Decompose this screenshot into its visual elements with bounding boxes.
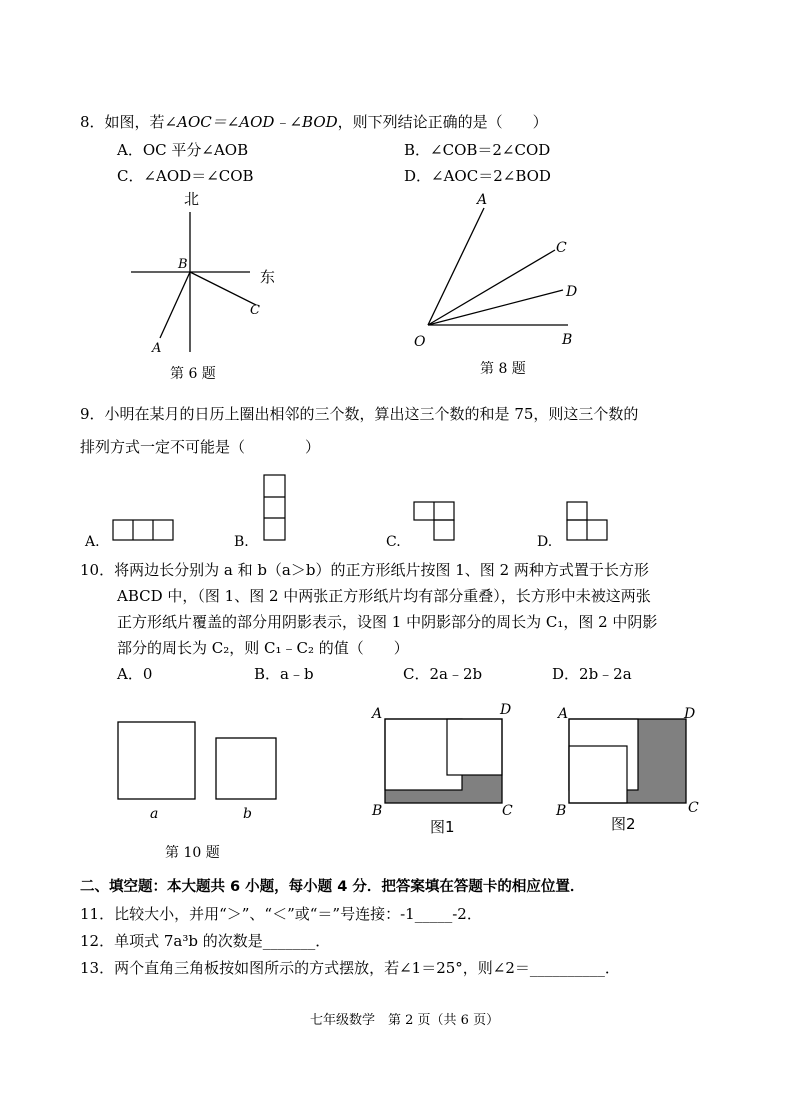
figure-2-rectangle [569,719,686,803]
q9-option-c-label: C. [386,534,401,550]
q8-option-a: A．OC 平分∠AOB [117,141,249,159]
fig2-caption: 图2 [611,815,636,833]
q10-line-4: 部分的周长为 C₂，则 C₁﹣C₂ 的值（ ） [117,639,409,657]
fig1-a-label: A [372,706,383,722]
fig2-c-label: C [688,800,699,816]
fig2-d-label: D [684,706,696,722]
q10-option-d: D．2b﹣2a [552,665,632,683]
page-footer: 七年级数学 第 2 页（共 6 页） [310,1013,500,1028]
square-b [216,738,276,799]
q9-line-2: 排列方式一定不可能是（ ） [80,438,321,456]
q9-line-1: 9．小明在某月的日历上圈出相邻的三个数，算出这三个数的和是 75，则这三个数的 [80,405,639,423]
q10-option-a: A．0 [117,665,153,683]
point-o-label-8: O [414,334,426,350]
fig1-b-label: B [372,803,383,819]
fig1-d-label: D [500,702,512,718]
q9-option-d-label: D. [537,534,553,550]
q8-option-b: B．∠COB＝2∠COD [404,141,551,159]
point-b-label: B [178,257,188,272]
fig1-c-label: C [502,803,513,819]
q10-line-3: 正方形纸片覆盖的部分用阴影表示，设图 1 中阴影部分的周长为 C₁，图 2 中阴影 [117,613,658,631]
q8-stem-math: ∠AOC＝∠AOD﹣∠BOD [164,113,338,131]
point-c-label: C [250,303,260,318]
figure-1-rectangle [385,719,502,803]
fig1-caption: 图1 [430,818,455,836]
point-d-label-8: D [566,284,578,300]
north-label: 北 [184,190,200,208]
figure-10-caption: 第 10 题 [165,845,220,861]
figure-6-caption: 第 6 题 [170,366,216,382]
fig2-b-label: B [556,803,567,819]
q10-line-1: 10．将两边长分别为 a 和 b（a＞b）的正方形纸片按图 1、图 2 两种方式置于长方形 [80,561,649,579]
east-label: 东 [260,268,276,286]
q8-stem-prefix: 8．如图，若 [80,113,165,131]
q8-option-c: C．∠AOD＝∠COB [117,167,254,185]
fig2-a-label: A [558,706,569,722]
square-a-label: a [150,806,159,822]
point-a-label-8: A [477,192,488,208]
point-b-label-8: B [562,332,573,348]
q10-option-c: C．2a﹣2b [403,665,483,683]
q9-option-b-label: B. [234,534,249,550]
q8-stem-suffix: ，则下列结论正确的是（ ） [337,113,548,131]
question-13: 13．两个直角三角板按如图所示的方式摆放，若∠1＝25°，则∠2＝__________． [80,959,620,977]
q8-option-d: D．∠AOC＝2∠BOD [404,167,551,185]
q10-option-b: B．a﹣b [254,665,314,683]
point-a-label: A [152,341,162,356]
figure-8-caption: 第 8 题 [480,361,526,377]
q10-line-2: ABCD 中，（图 1、图 2 中两张正方形纸片均有部分重叠），长方形中未被这两张 [117,587,651,605]
q9-option-a-label: A. [85,534,100,550]
question-11: 11．比较大小，并用“＞”、“＜”或“＝”号连接：-1_____-2． [80,905,482,923]
square-b-label: b [243,806,252,822]
point-c-label-8: C [556,240,567,256]
question-12: 12．单项式 7a³b 的次数是_______． [80,932,331,950]
section-2-heading: 二、填空题：本大题共 6 小题，每小题 4 分．把答案填在答题卡的相应位置． [80,879,585,895]
square-a [118,722,195,799]
